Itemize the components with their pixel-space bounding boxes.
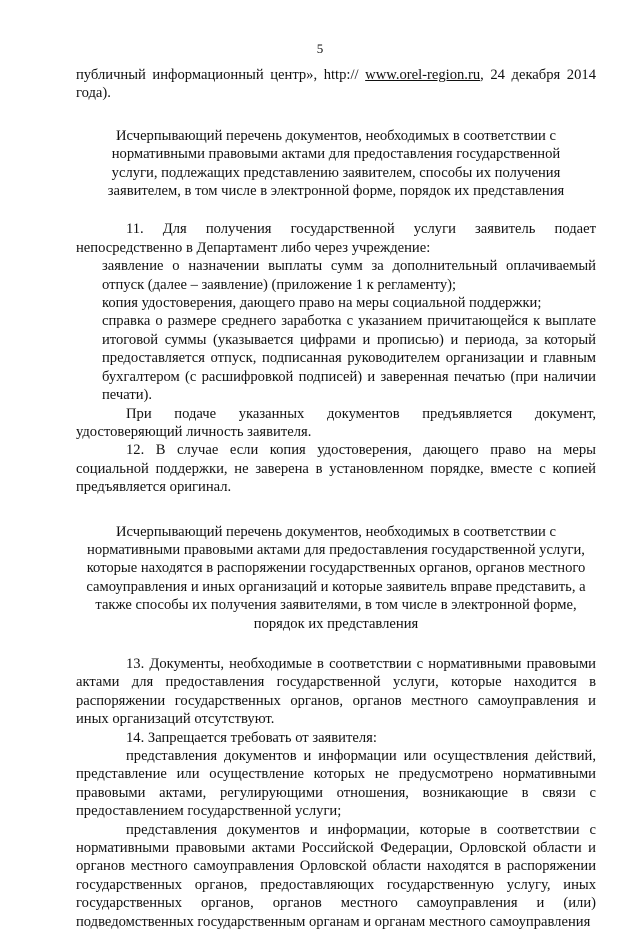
- page-body: [76, 66, 596, 931]
- intro-text-before: публичный информационный центр», http://: [76, 67, 366, 83]
- prohibition-item-2: представления документов и информации, которые в соответствии с нормативными правовыми актами Российской Федерации, Орловской области и органов местного самоуправления Орловской области находятся в распоряжении государственных органов, предоставляющих государственную услугу, иных государственных органов, органов местного самоуправления и (или) подведомственных государственным органам и органам местного самоуправления: [76, 821, 596, 930]
- paragraph-13: 13. Документы, необходимые в соответствии с нормативными правовыми актами для предоставления государственной услуги, которые находится в распоряжении государственных органов, органов местного самоуправления и иных организаций отсутствуют.: [76, 655, 596, 728]
- list-item-salary-reference: справка о размере среднего заработка с указанием причитающейся к выплате итоговой суммы (указывается цифрами и прописью) и периода, за который предоставляется отпуск, подписанная руководителем организации и главным бухгалтером (с расшифровкой подписей) и заверенная печатью (при наличии печати).: [102, 313, 596, 404]
- intro-paragraph: [76, 66, 596, 103]
- section-heading-1: Исчерпывающий перечень документов, необходимых в соответствии с нормативными правовыми актами для предоставления государственной услуги, подлежащих представлению заявителем, способы их получения заявителем, в том числе в электронной форме, порядок их представления: [107, 127, 565, 200]
- prohibition-item-1: представления документов и информации или осуществления действий, представление или осуществление которых не предусмотрено нормативными правовыми актами, регулирующими отношения, возникающие в связи с предоставлением государственной услуги;: [76, 748, 596, 820]
- paragraph-11: 11. Для получения государственной услуги заявитель подает непосредственно в Департамент либо через учреждение:: [76, 221, 596, 256]
- section-heading-2: Исчерпывающий перечень документов, необходимых в соответствии с нормативными правовыми актами для предоставления государственной услуги, которые находятся в распоряжении государственных органов, органов местного самоуправления и иных организаций и которые заявитель вправе представить, а также способы их получения заявителями, в том числе в электронной форме, порядок их представления: [86, 523, 586, 632]
- paragraph-12: 12. В случае если копия удостоверения, дающего право на меры социальной поддержки, не заверена в установленном порядке, вместе с копией предъявляется оригинал.: [76, 442, 596, 496]
- paragraph-identity: При подаче указанных документов предъявляется документ, удостоверяющий личность заявителя.: [76, 405, 596, 440]
- intro-text-after: , 24 декабря 2014 года).: [76, 67, 596, 102]
- region-link[interactable]: www.orel-region.ru: [365, 67, 481, 83]
- page-number: 5: [316, 41, 324, 56]
- list-item-application: заявление о назначении выплаты сумм за дополнительный оплачиваемый отпуск (далее – заявление) (приложение 1 к регламенту);: [102, 258, 596, 293]
- list-item-certificate-copy: копия удостоверения, дающего право на меры социальной поддержки;: [102, 295, 542, 312]
- paragraph-14: 14. Запрещается требовать от заявителя:: [126, 729, 377, 746]
